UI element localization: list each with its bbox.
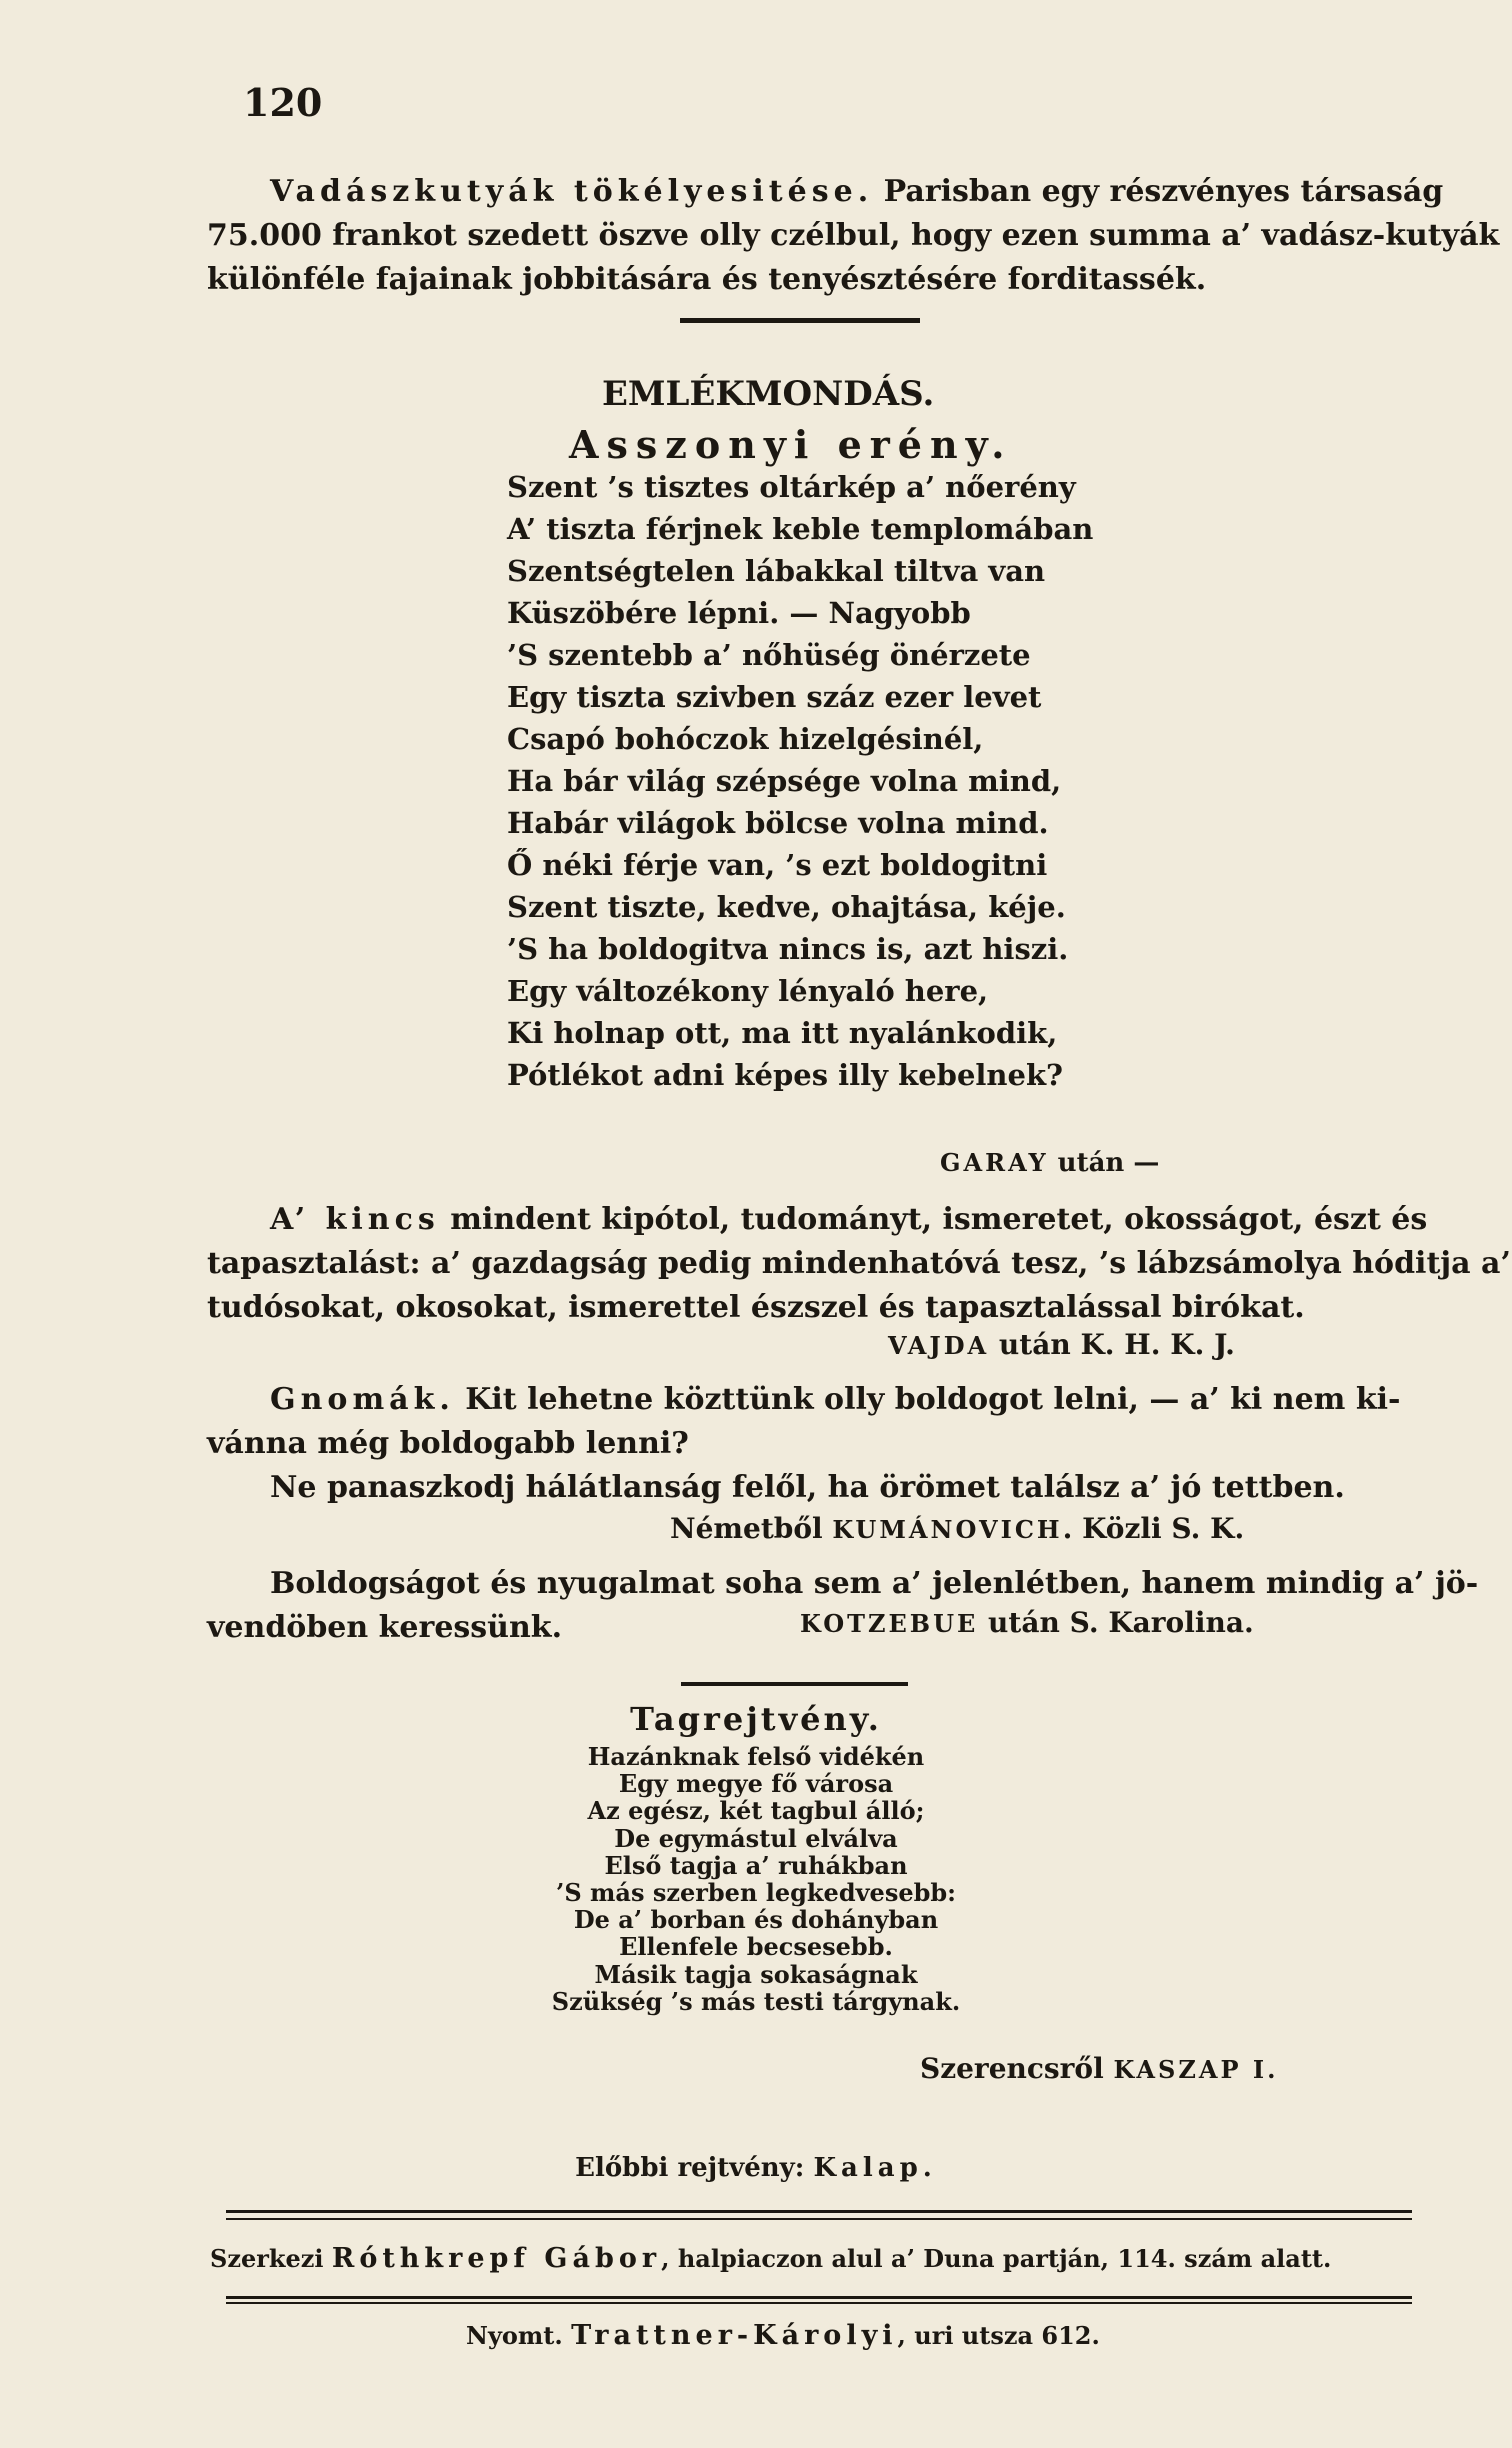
riddle-line: Első tagja a’ ruhákban — [604, 1850, 908, 1880]
footer-printer-line — [466, 2320, 1100, 2351]
article-text: Kit lehetne közttünk olly boldogot lelni, — a’ ki nem ki- — [454, 1382, 1401, 1417]
article-text: Ne panaszkodj hálátlanság felől, ha örömet találsz a’ jó tettben. — [270, 1470, 1345, 1505]
section-heading: EMLÉKMONDÁS. — [602, 374, 935, 414]
poem-line: Ha bár világ szépsége volna mind, — [507, 764, 1062, 798]
poem-attribution — [940, 1148, 1159, 1178]
author-name: KASZAP I. — [1113, 2055, 1279, 2084]
previous-riddle-value: Kalap. — [813, 2153, 937, 2183]
riddle-line: Hazánknak felső vidékén — [587, 1742, 925, 1771]
poem-line: Csapó bohóczok hizelgésinél, — [507, 722, 984, 756]
riddle-attribution — [920, 2052, 1278, 2085]
footer-text: Nyomt. — [466, 2321, 572, 2350]
article-text: Boldogságot és nyugalmat soha sem a’ jelenlétben, hanem mindig a’ jö- — [270, 1566, 1479, 1601]
poem-line: A’ tiszta férjnek keble templomában — [507, 512, 1094, 546]
footer-rule-top — [226, 2210, 1412, 2213]
article-text: 75.000 frankot szedett öszve olly czélbul, hogy ezen summa a’ vadász-kutyák — [207, 218, 1500, 253]
author-name: KUMÁNOVICH — [832, 1515, 1063, 1544]
attribution-text: Szerencsről — [920, 2052, 1114, 2085]
riddle-line: De egymástul elválva — [614, 1823, 898, 1853]
article-kincs — [207, 1198, 1511, 1330]
poem-line: Egy változékony lényaló here, — [507, 974, 989, 1008]
riddle-line: Az egész, két tagbul álló; — [587, 1796, 925, 1826]
boldog-attribution — [800, 1606, 1254, 1639]
author-name: VAJDA — [888, 1331, 990, 1360]
article-text: Parisban egy részvényes társaság — [873, 174, 1444, 209]
attribution-text: után S. Karolina. — [978, 1606, 1254, 1639]
riddle-title: Tagrejtvény. — [630, 1700, 882, 1738]
previous-riddle-label: Előbbi rejtvény: — [575, 2153, 805, 2183]
article-gnomak — [207, 1378, 1401, 1510]
divider — [680, 318, 920, 323]
poem-line: ’S szentebb a’ nőhüség önérzete — [507, 638, 1031, 672]
attribution-text: Németből — [670, 1512, 833, 1545]
author-name: KOTZEBUE — [800, 1609, 979, 1638]
riddle-line: Egy megye fő városa — [618, 1769, 894, 1799]
riddle-line: ’S más szerben legkedvesebb: — [555, 1877, 957, 1907]
riddle-line: De a’ borban és dohányban — [573, 1905, 939, 1935]
footer-rule-bottom-thin — [226, 2302, 1412, 2304]
riddle-line: Ellenfele becsesebb. — [619, 1932, 893, 1962]
article-text: mindent kipótol, tudományt, ismeretet, okosságot, észt és — [439, 1202, 1428, 1237]
poem-line: ’S ha boldogitva nincs is, azt hiszi. — [507, 932, 1069, 966]
riddle — [0, 1743, 1512, 2015]
attribution-text: után K. H. K. J. — [989, 1328, 1235, 1361]
article-text: különféle fajainak jobbitására és tenyésztésére forditassék. — [207, 262, 1207, 297]
footer-text: , halpiaczon alul a’ Duna partján, 114. szám alatt. — [661, 2244, 1332, 2273]
footer-text: Szerkezi — [210, 2244, 332, 2273]
gnomak-attribution — [670, 1512, 1244, 1545]
attribution-text: . Közli S. K. — [1062, 1512, 1245, 1545]
riddle-line: Másik tagja sokaságnak — [594, 1959, 918, 1989]
kincs-attribution — [888, 1328, 1235, 1361]
poem-line: Ki holnap ott, ma itt nyalánkodik, — [507, 1016, 1058, 1050]
attribution-text: után — — [1048, 1148, 1160, 1178]
article-title: A’ kincs — [270, 1202, 440, 1237]
page-number: 120 — [243, 80, 323, 125]
article-title: Gnomák. — [270, 1382, 455, 1417]
riddle-line: Szükség ’s más testi tárgynak. — [551, 1986, 961, 2016]
article-text: vánna még boldogabb lenni? — [207, 1426, 689, 1461]
printer-name: Trattner-Károlyi — [571, 2320, 898, 2351]
poem-line: Pótlékot adni képes illy kebelnek? — [507, 1058, 1064, 1092]
poem — [507, 466, 1093, 1096]
article-text: tudósokat, okosokat, ismerettel észszel és tapasztalással birókat. — [207, 1290, 1305, 1325]
divider — [681, 1682, 908, 1686]
poem-line: Ő néki férje van, ’s ezt boldogitni — [507, 848, 1048, 882]
poem-line: Szent tiszte, kedve, ohajtása, kéje. — [507, 890, 1066, 924]
article-vadaszkutyak — [207, 170, 1500, 302]
poem-line: Habár világok bölcse volna mind. — [507, 806, 1049, 840]
footer-text: , uri utsza 612. — [897, 2321, 1100, 2350]
footer-rule-top-thin — [226, 2218, 1412, 2220]
poem-line: Egy tiszta szivben száz ezer levet — [507, 680, 1042, 714]
poem-title: Asszonyi erény. — [569, 422, 1013, 467]
poem-line: Szent ’s tisztes oltárkép a’ nőerény — [507, 470, 1076, 504]
footer-editor-line — [210, 2243, 1331, 2274]
article-text: vendöben keressünk. — [207, 1610, 563, 1645]
poem-line: Küszöbére lépni. — Nagyobb — [507, 596, 971, 630]
previous-riddle-answer — [0, 2153, 1512, 2183]
footer-rule-bottom — [226, 2296, 1412, 2299]
editor-name: Róthkrepf Gábor — [331, 2243, 662, 2274]
article-text: tapasztalást: a’ gazdagság pedig mindenhatóvá tesz, ’s lábzsámolya hóditja a’ — [207, 1246, 1511, 1281]
article-title: Vadászkutyák tökélyesitése. — [270, 174, 874, 209]
poem-line: Szentségtelen lábakkal tiltva van — [507, 554, 1046, 588]
author-name: GARAY — [940, 1148, 1049, 1177]
